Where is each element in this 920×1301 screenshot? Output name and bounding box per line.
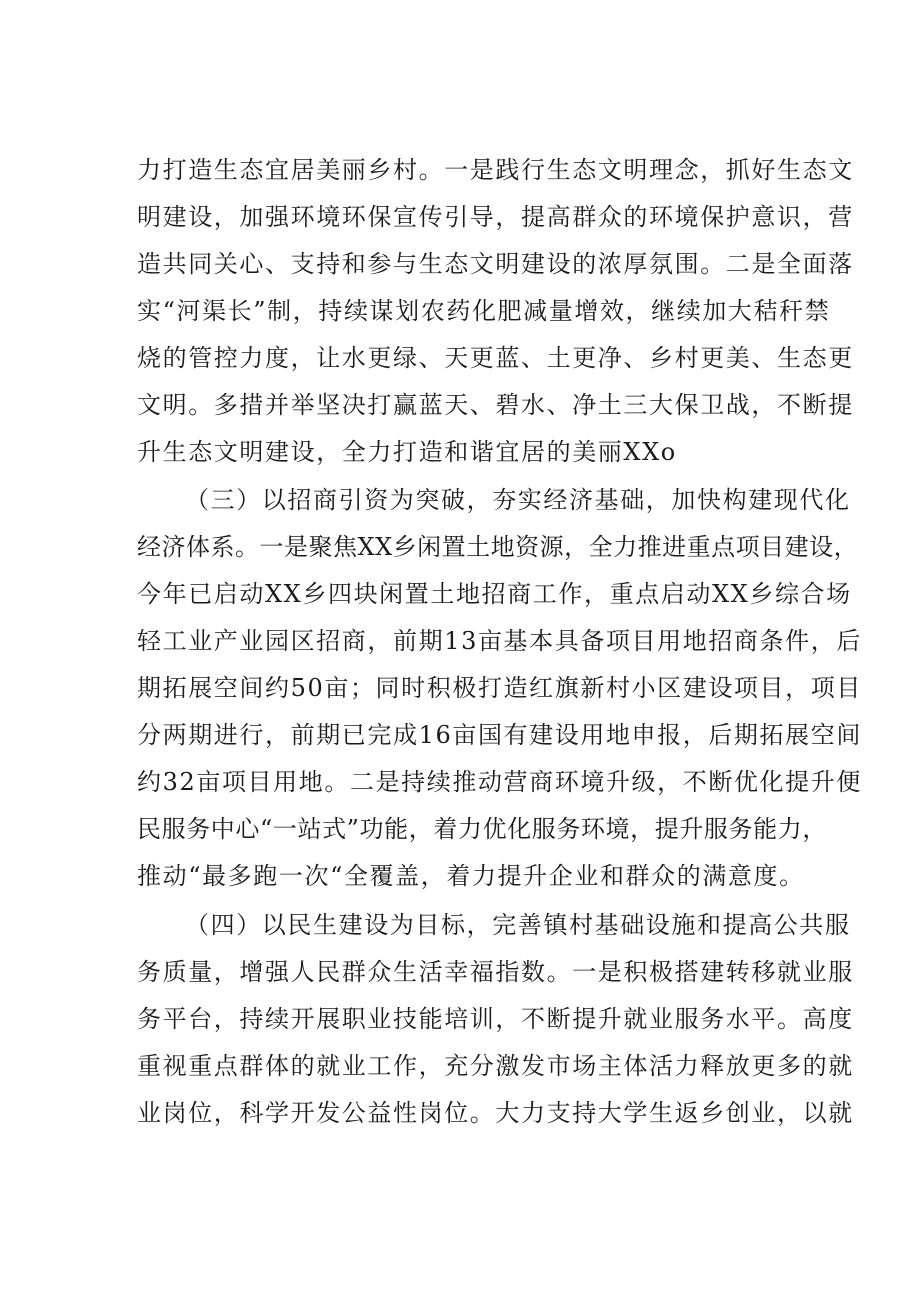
text-line: 期拓展空间约50亩；同时积极打造红旗新村小区建设项目，项目: [137, 674, 862, 702]
text-line: 分两期进行，前期已完成16亩国有建设用地申报，后期拓展空间: [137, 721, 862, 749]
text-line: 文明。多措并举坚决打赢蓝天、碧水、净土三大保卫战，不断提: [137, 391, 854, 419]
text-line: 造共同关心、支持和参与生态文明建设的浓厚氛围。二是全面落: [137, 250, 854, 278]
text-line: 今年已启动XX乡四块闲置土地招商工作，重点启动XX乡综合场: [137, 580, 852, 608]
text-line: 烧的管控力度，让水更绿、天更蓝、土更净、乡村更美、生态更: [137, 344, 854, 372]
text-line: 重视重点群体的就业工作，充分激发市场主体活力释放更多的就: [137, 1052, 854, 1080]
text-line: 实“河渠长”制，持续谋划农药化肥减量增效，继续加大秸秆禁: [137, 297, 831, 325]
paragraph-heading-line: （四）以民生建设为目标，完善镇村基础设施和提高公共服: [185, 911, 851, 939]
text-line: 约32亩项目用地。二是持续推动营商环境升级，不断优化提升便: [137, 768, 862, 796]
text-line: 业岗位，科学开发公益性岗位。大力支持大学生返乡创业，以就: [137, 1099, 854, 1127]
text-line: 升生态文明建设，全力打造和谐宜居的美丽XXo: [137, 438, 677, 466]
text-line: 力打造生态宜居美丽乡村。一是践行生态文明理念，抓好生态文: [137, 156, 854, 184]
text-line: 轻工业产业园区招商，前期13亩基本具备项目用地招商条件，后: [137, 627, 862, 655]
text-line: 推动“最多跑一次“全覆盖，着力提升企业和群众的满意度。: [137, 862, 805, 890]
text-line: 民服务中心“一站式”功能，着力优化服务环境，提升服务能力，: [137, 815, 827, 843]
paragraph-heading-line: （三）以招商引资为突破，夯实经济基础，加快构建现代化: [185, 486, 851, 514]
text-line: 务质量，增强人民群众生活幸福指数。一是积极搭建转移就业服: [137, 958, 854, 986]
text-line: 明建设，加强环境环保宣传引导，提高群众的环境保护意识，营: [137, 203, 854, 231]
text-line: 务平台，持续开展职业技能培训，不断提升就业服务水平。高度: [137, 1005, 854, 1033]
text-line: 经济体系。一是聚焦XX乡闲置土地资源，全力推进重点项目建设，: [137, 533, 859, 561]
